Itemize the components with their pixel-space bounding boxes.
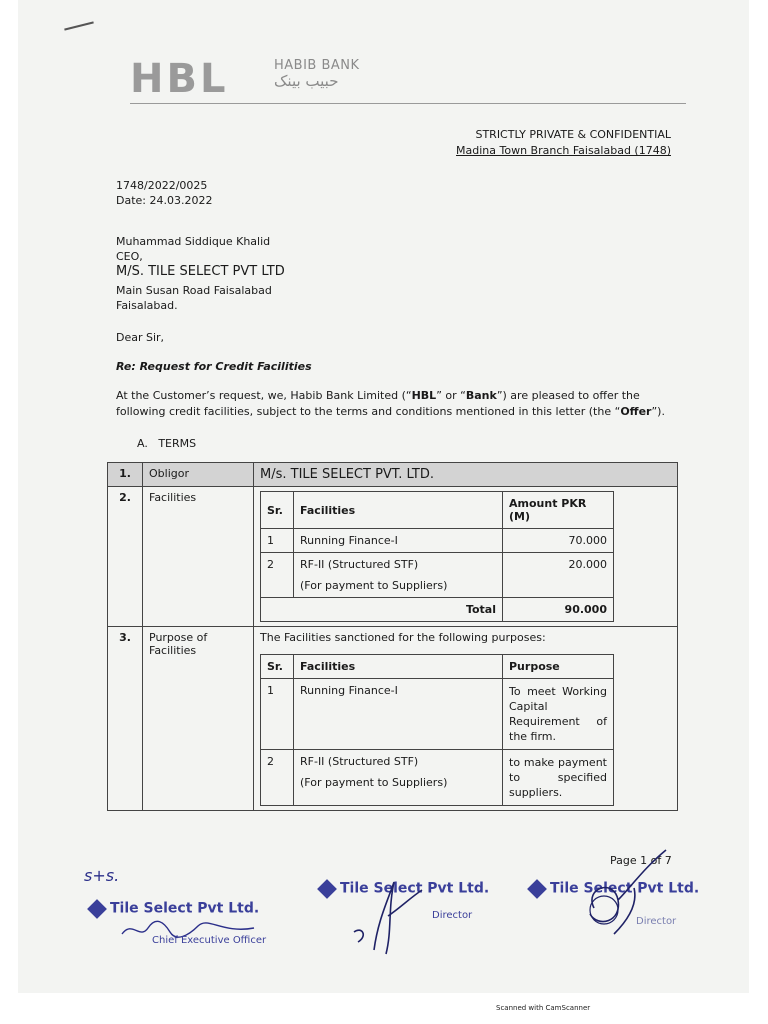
stamp-company-name: Tile Select Pvt Ltd. [550, 880, 700, 897]
terms-row-obligor [108, 463, 678, 487]
section-heading-terms: A. TERMS [137, 437, 197, 450]
terms-table [107, 462, 678, 811]
recipient-address-1: Main Susan Road Faisalabad [116, 284, 272, 297]
recipient-name: Muhammad Siddique Khalid [116, 235, 271, 248]
intro-text-4: ”). [651, 405, 665, 418]
intro-text-1: At the Customer’s request, we, Habib Bank Limited (“ [116, 389, 412, 402]
total-row [261, 598, 614, 622]
col-header-sr: Sr. [261, 492, 294, 529]
letter-date: Date: 24.03.2022 [116, 194, 213, 207]
company-logo-icon [87, 899, 107, 919]
facility-note: (For payment to Suppliers) [300, 579, 448, 592]
purpose-cell [254, 627, 678, 811]
purpose-intro: The Facilities sanctioned for the following purposes: [260, 631, 546, 644]
cell-sr: 1 [261, 679, 294, 750]
pen-mark [64, 21, 94, 30]
cell-facility [294, 750, 503, 806]
col-header-sr: Sr. [261, 655, 294, 679]
cell-amount: 70.000 [503, 529, 614, 553]
intro-text-3: ”) are pleased to offer the following credit facilities, subject to the terms and conditions mentioned in this letter (the “ [116, 389, 640, 418]
page-indicator: Page 1 of 7 [610, 854, 672, 867]
total-value: 90.000 [503, 598, 614, 622]
stamp-company-name: Tile Select Pvt Ltd. [340, 880, 490, 897]
cell-facility: Running Finance-I [294, 679, 503, 750]
col-header-purpose: Purpose [503, 655, 614, 679]
obligor-value: M/s. TILE SELECT PVT. LTD. [254, 463, 678, 487]
facilities-table [260, 491, 614, 622]
company-logo-icon [527, 879, 547, 899]
total-label: Total [261, 598, 503, 622]
confidentiality-notice: STRICTLY PRIVATE & CONFIDENTIAL [475, 128, 671, 141]
table-row [261, 750, 614, 806]
cell-purpose: to make payment to specified suppliers. [503, 750, 614, 806]
reference-number: 1748/2022/0025 [116, 179, 208, 192]
company-stamp-left [90, 898, 259, 917]
director-title-right: Director [636, 916, 677, 927]
row-label: Obligor [143, 463, 254, 487]
stamp-company-name: Tile Select Pvt Ltd. [110, 900, 260, 917]
cell-purpose: To meet Working Capital Requirement of the firm. [503, 679, 614, 750]
cell-sr: 2 [261, 750, 294, 806]
intro-paragraph [116, 388, 676, 420]
salutation: Dear Sir, [116, 331, 165, 344]
row-label: Purpose of Facilities [143, 627, 254, 811]
scanner-footer: Scanned with CamScanner [496, 1004, 591, 1012]
ceo-title: Chief Executive Officer [152, 935, 267, 946]
cell-facility: Running Finance-I [294, 529, 503, 553]
header-divider [130, 103, 686, 104]
handwritten-initials: s+s. [84, 866, 120, 885]
row-label: Facilities [143, 487, 254, 627]
intro-offer: Offer [620, 405, 652, 418]
cell-facility [294, 553, 503, 598]
recipient-company: M/S. TILE SELECT PVT LTD [116, 264, 285, 279]
cell-sr: 2 [261, 553, 294, 598]
intro-bank: Bank [465, 389, 497, 402]
subject-line: Re: Request for Credit Facilities [116, 360, 312, 373]
branch-line: Madina Town Branch Faisalabad (1748) [456, 144, 671, 157]
cell-sr: 1 [261, 529, 294, 553]
col-header-facilities: Facilities [294, 492, 503, 529]
recipient-address-2: Faisalabad. [116, 299, 178, 312]
facilities-cell [254, 487, 678, 627]
document-page [18, 0, 749, 993]
hbl-logo: HBL [130, 56, 229, 102]
facility-name: RF-II (Structured STF) [300, 755, 419, 768]
table-row [261, 529, 614, 553]
bank-name-urdu: حبیب بینک [274, 72, 339, 90]
director-title-middle: Director [432, 910, 473, 921]
facility-note: (For payment to Suppliers) [300, 776, 448, 789]
intro-text-2: ” or “ [436, 389, 466, 402]
director-signature-1 [348, 880, 428, 956]
row-number: 2. [108, 487, 143, 627]
facility-name: RF-II (Structured STF) [300, 558, 419, 571]
bank-name: HABIB BANK [274, 58, 360, 73]
col-header-amount: Amount PKR (M) [503, 492, 614, 529]
table-row [261, 679, 614, 750]
cell-amount: 20.000 [503, 553, 614, 598]
intro-hbl: HBL [411, 389, 437, 402]
table-row [261, 553, 614, 598]
company-logo-icon [317, 879, 337, 899]
row-number: 3. [108, 627, 143, 811]
purpose-table [260, 654, 614, 806]
row-number: 1. [108, 463, 143, 487]
terms-row-purpose [108, 627, 678, 811]
recipient-title: CEO, [116, 250, 143, 263]
col-header-facilities: Facilities [294, 655, 503, 679]
terms-row-facilities [108, 487, 678, 627]
